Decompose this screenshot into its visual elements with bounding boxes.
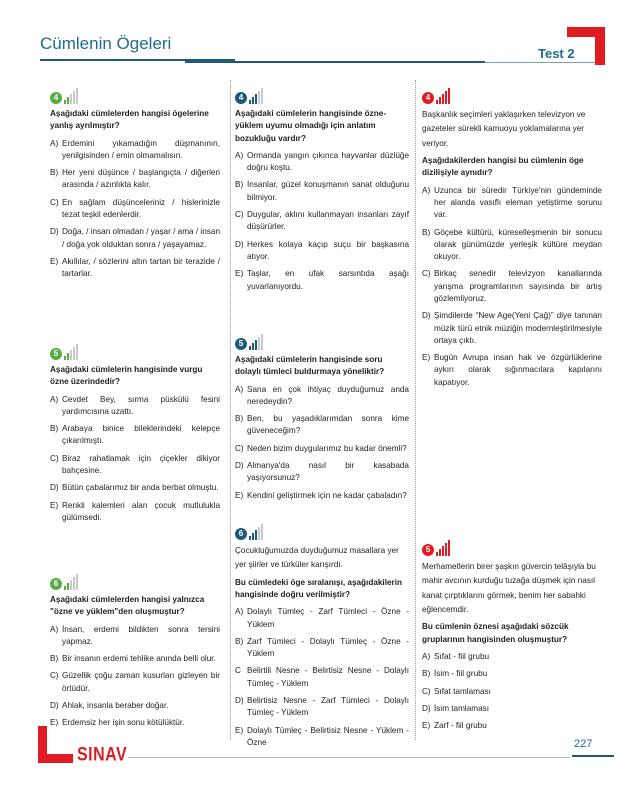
option-letter: C) — [50, 197, 59, 207]
option-text: Renkli kalemleri alan çocuk mutlulukla gülümsedi. — [62, 500, 220, 522]
option-letter: C) — [422, 686, 431, 696]
option-text: Bütün çabalarımız bir anda berbat olmuştu. — [62, 483, 219, 493]
answer-option[interactable] — [235, 665, 409, 690]
option-letter: A) — [235, 150, 244, 160]
page-title: Cümlenin Ögeleri — [40, 34, 172, 53]
option-letter: C) — [235, 443, 244, 453]
answer-option[interactable] — [235, 490, 409, 502]
answer-option[interactable] — [235, 384, 409, 409]
difficulty-bar-icon — [67, 353, 69, 360]
question-passage: Merhametlerin birer şaşkın güvercin telâşıyla bu mahir avcının kurduğu tuzağa düşmek için nasıl kanat çırptıklarını görmek, benim her sabahki eğlencemdir. — [422, 562, 596, 615]
question-number: 6 — [235, 528, 247, 540]
answer-option[interactable] — [235, 413, 409, 438]
question-stem: Aşağıdaki cümlelerden hangisi ögelerine yanlış ayrılmıştır? — [50, 109, 209, 131]
difficulty-bar-icon — [258, 527, 260, 540]
difficulty-bar-icon — [249, 100, 251, 104]
option-text: Bir insanın erdemi tehlike anında belli olur. — [62, 654, 216, 664]
option-text: Doğa, / insan olmadan / yaşar / ama / insan / doğa yok olduktan sonra / yaşayamaz. — [62, 227, 220, 249]
difficulty-badge — [50, 574, 220, 590]
page-number-underline — [572, 755, 614, 757]
option-text: Bugün Avrupa insan hak ve özgürlüklerine aykırı olarak sığınmacılara kapılarını kapatıyor. — [434, 353, 602, 387]
question-stem: Aşağıdakilerden hangisi bu cümlenin öge dizilişiyle aynıdır? — [422, 156, 584, 178]
option-letter: C) — [422, 269, 431, 279]
answer-option[interactable] — [50, 256, 220, 281]
option-text: Belirtili Nesne - Belirtisiz Nesne - Dolaylı Tümleç - Yüklem — [247, 666, 409, 688]
question-number: 6 — [50, 578, 62, 590]
option-letter: D) — [235, 239, 244, 249]
corner-mark-side — [595, 27, 605, 65]
answer-option[interactable] — [235, 150, 409, 175]
answer-option[interactable] — [50, 167, 220, 192]
question-stem: Bu cümlenin öznesi aşağıdaki sözcük gruplarının hangisinden oluşmuştur? — [422, 622, 569, 644]
answer-option[interactable] — [50, 226, 220, 251]
option-text: Herkes kolaya kaçıp suçu bir başkasına atıyor. — [247, 239, 409, 261]
option-text: Arabaya binice bileklerindeki kelepçe çıkarılmıştı. — [62, 424, 220, 446]
difficulty-bar-icon — [70, 94, 72, 104]
difficulty-bar-icon — [64, 356, 66, 360]
question-passage: Başkanlık seçimleri yaklaşırken televizyon ve gazeteler sürekli kamuoyu yoklamalarına yer veriyor. — [422, 110, 586, 148]
option-letter: B) — [50, 424, 59, 434]
answer-option[interactable] — [50, 394, 220, 419]
answer-option[interactable] — [235, 695, 409, 720]
option-text: İnsan, erdemi bildikten sonra tersini yapmaz. — [62, 624, 220, 646]
question-c2-q0 — [422, 88, 602, 394]
answer-option[interactable] — [50, 138, 220, 163]
answer-option[interactable] — [422, 310, 602, 347]
test-label: Test 2 — [538, 46, 575, 61]
option-letter: E) — [422, 721, 431, 731]
option-text: Uzunca bir süredir Türkiye'nin gündeminde her alanda vasıflı eleman yetiştirme sorunu var. — [434, 185, 602, 220]
answer-option[interactable] — [422, 668, 602, 680]
difficulty-bar-icon — [249, 536, 251, 540]
difficulty-bar-icon — [258, 91, 260, 104]
difficulty-bar-icon — [439, 97, 441, 104]
difficulty-bar-icon — [70, 350, 72, 360]
option-letter: E) — [422, 353, 431, 363]
option-letter: C) — [50, 671, 59, 681]
difficulty-bar-icon — [255, 94, 257, 104]
option-letter: D) — [422, 311, 431, 321]
difficulty-badge — [422, 88, 602, 104]
question-c2-q1 — [422, 540, 602, 737]
option-letter: D) — [235, 696, 244, 706]
difficulty-bar-icon — [255, 340, 257, 350]
option-letter: B) — [50, 654, 59, 664]
difficulty-badge — [50, 88, 220, 104]
option-text: Zarf - fiil grubu — [434, 721, 487, 731]
option-text: Belirtisiz Nesne - Zarf Tümleci - Dolaylı Tümleç - Yüklem — [247, 696, 409, 718]
footer-rule — [128, 757, 570, 758]
difficulty-bar-icon — [436, 552, 438, 556]
answer-option[interactable] — [422, 352, 602, 389]
difficulty-bar-icon — [445, 543, 447, 556]
option-text: Cevdet Bey, sırma püskülü fesini yardımcısına uzattı. — [62, 394, 220, 416]
header-rule-thin — [185, 61, 485, 63]
option-text: Göçebe kültürü, küreselleşmenin bir sonucu olarak günümüzde yerleşik kültüre meydan okuyor. — [434, 227, 602, 262]
answer-option[interactable] — [235, 209, 409, 234]
option-letter: A) — [422, 651, 431, 661]
option-letter: C) — [235, 210, 244, 220]
answer-option[interactable] — [422, 227, 602, 264]
difficulty-bar-icon — [73, 91, 75, 104]
option-text: Sıfat tamlaması — [434, 686, 491, 696]
option-letter: D) — [422, 703, 431, 713]
difficulty-bar-icon — [252, 533, 254, 540]
difficulty-bar-icon — [255, 530, 257, 540]
option-text: Akıllılar, / sözlerini altın tartan bir terazide / tartarlar. — [62, 256, 220, 279]
difficulty-bar-icon — [258, 337, 260, 350]
difficulty-bar-icon — [73, 347, 75, 360]
option-letter: C) — [50, 453, 59, 463]
option-text: Ben, bu yaşadıklarımdan sonra kime güveneceğim? — [247, 414, 409, 436]
answer-option[interactable] — [422, 651, 602, 663]
footer-brand-logo: SINAV — [77, 745, 128, 766]
option-text: Neden bizim duygularımız bu kadar önemli? — [247, 443, 407, 453]
question-c0-q0 — [50, 88, 220, 286]
option-text: Şimdilerde “New Age(Yeni Çağ)” diye tanınan müzik türü etnik müziğin modernleştirilmesiyle ortaya çıktı. — [434, 311, 602, 345]
option-letter: B) — [422, 669, 431, 679]
option-letter: E) — [50, 718, 59, 728]
answer-option[interactable] — [50, 700, 220, 712]
option-letter: E) — [235, 269, 244, 279]
question-stem: Aşağıdaki cümlelerin hangisinde soru dolaylı tümleci buldurmaya yöneliktir? — [235, 355, 385, 377]
answer-option[interactable] — [235, 179, 409, 204]
option-text: Taşlar, en ufak sarsıntıda aşağı yuvarlanıyordu. — [247, 269, 409, 291]
page-number: 227 — [574, 738, 593, 750]
difficulty-bar-icon — [249, 346, 251, 350]
question-c0-q2 — [50, 574, 220, 735]
answer-option[interactable] — [50, 624, 220, 649]
answer-option[interactable] — [422, 703, 602, 715]
answer-option[interactable] — [235, 606, 409, 631]
option-text: Sana en çok ihtiyaç duyduğumuz anda neredeydin? — [247, 384, 409, 406]
option-letter: A) — [235, 607, 244, 617]
column-separator — [415, 80, 416, 740]
option-letter: C — [235, 666, 241, 676]
difficulty-bar-icon — [67, 97, 69, 104]
answer-option[interactable] — [235, 725, 409, 750]
difficulty-bar-icon — [442, 546, 444, 556]
option-letter: D) — [50, 483, 59, 493]
difficulty-bar-icon — [76, 88, 78, 104]
answer-option[interactable] — [50, 670, 220, 695]
option-text: Her yeni düşünce / başlangıçta / diğerleri arasında / azınlıkta kalır. — [62, 168, 220, 190]
question-stem: Bu cümledeki öge sıralanışı, aşağıdakilerin hangisinde doğru verilmiştir? — [235, 577, 403, 599]
question-stem: Aşağıdaki cümlelerden hangisi yalnızca "özne ve yüklem"den oluşmuştur? — [50, 595, 205, 617]
answer-option[interactable] — [422, 720, 602, 732]
option-text: Zarf Tümleci - Dolaylı Tümleç - Özne - Yüklem — [247, 636, 409, 659]
answer-option[interactable] — [235, 460, 409, 485]
difficulty-bar-icon — [67, 583, 69, 590]
column-separator — [230, 80, 231, 740]
option-text: Dolaylı Tümleç - Zarf Tümleci - Özne - Yüklem — [247, 607, 409, 629]
question-number: 5 — [422, 544, 434, 556]
question-passage: Çocukluğumuzda duyduğumuz masallara yer yer şiirler ve türküler karışırdı. — [235, 546, 399, 570]
option-letter: B) — [422, 227, 431, 237]
question-stem: Aşağıdaki cümlelerin hangisinde özne-yüklem uyumu olmadığı için anlatım bozukluğu vardır? — [235, 109, 387, 143]
difficulty-bar-icon — [76, 574, 78, 590]
option-text: Güzellik çoğu zaman kusurları gizleyen bir örtüdür. — [62, 671, 220, 693]
option-text: Biraz rahatlamak için çiçekler dikiyor bahçesine. — [62, 453, 220, 476]
difficulty-badge — [235, 334, 409, 350]
answer-option[interactable] — [50, 453, 220, 478]
option-letter: E) — [50, 256, 59, 266]
answer-option[interactable] — [50, 197, 220, 222]
option-text: Ahlak, insanla beraber doğar. — [62, 701, 169, 711]
option-text: Erdemsiz her işin sonu kötülüktür. — [62, 718, 185, 728]
answer-option[interactable] — [235, 268, 409, 293]
answer-option[interactable] — [422, 185, 602, 222]
option-letter: A) — [422, 185, 431, 195]
difficulty-badge — [50, 344, 220, 360]
option-letter: A) — [235, 384, 244, 394]
option-text: İsim tamlaması — [434, 703, 490, 713]
question-c1-q1 — [235, 334, 409, 507]
question-number: 4 — [235, 92, 247, 104]
difficulty-bar-icon — [448, 540, 450, 556]
difficulty-bar-icon — [442, 94, 444, 104]
difficulty-badge — [235, 524, 409, 540]
question-c0-q1 — [50, 344, 220, 529]
difficulty-badge — [235, 88, 409, 104]
option-text: Birkaç senedir televizyon kanallarında yarışma programlarının sayısında bir artış gözlemliyoruz. — [434, 269, 602, 303]
answer-option[interactable] — [50, 482, 220, 494]
difficulty-bar-icon — [70, 580, 72, 590]
difficulty-bar-icon — [261, 334, 263, 350]
answer-option[interactable] — [50, 717, 220, 729]
answer-option[interactable] — [50, 653, 220, 665]
question-number: 5 — [235, 338, 247, 350]
header-rule-right — [485, 62, 602, 63]
option-letter: B) — [235, 636, 244, 646]
option-text: Erdemini yıkamadığın düşmanının, yenilgisinden / emin olmamalısın. — [62, 138, 220, 160]
question-number: 5 — [50, 348, 62, 360]
option-text: Duygular, aklını kullanmayan insanları zayıf düşürürler. — [247, 210, 409, 232]
option-text: En sağlam düşünceleriniz / hislerinizle tezat teşkil edenlerdir. — [62, 197, 220, 220]
answer-option[interactable] — [50, 500, 220, 525]
option-letter: A) — [50, 394, 59, 404]
footer-logo-mark-base — [38, 754, 73, 763]
difficulty-bar-icon — [436, 100, 438, 104]
difficulty-bar-icon — [64, 100, 66, 104]
difficulty-bar-icon — [252, 343, 254, 350]
difficulty-bar-icon — [76, 344, 78, 360]
difficulty-bar-icon — [252, 97, 254, 104]
option-letter: B) — [235, 180, 244, 190]
question-c1-q0 — [235, 88, 409, 298]
difficulty-bar-icon — [73, 577, 75, 590]
difficulty-bar-icon — [448, 88, 450, 104]
answer-option[interactable] — [422, 268, 602, 305]
option-letter: D) — [235, 461, 244, 471]
question-stem: Aşağıdaki cümlelerin hangisinde vurgu özne üzerindedir? — [50, 365, 203, 387]
difficulty-bar-icon — [261, 88, 263, 104]
option-text: Ormanda yangın çıkınca hayvanlar düzlüğe doğru koştu. — [247, 150, 409, 173]
difficulty-bar-icon — [261, 524, 263, 540]
answer-option[interactable] — [50, 423, 220, 448]
option-letter: E) — [235, 725, 244, 735]
answer-option[interactable] — [235, 443, 409, 455]
question-c1-q2 — [235, 524, 409, 754]
option-text: Kendini geliştirmek için ne kadar çabaladın? — [247, 490, 407, 500]
difficulty-bar-icon — [439, 549, 441, 556]
answer-option[interactable] — [235, 636, 409, 661]
question-number: 4 — [50, 92, 62, 104]
option-text: Sıfat - fiil grubu — [434, 651, 490, 661]
option-letter: E) — [235, 490, 244, 500]
option-letter: D) — [50, 227, 59, 237]
answer-option[interactable] — [235, 239, 409, 264]
answer-option[interactable] — [422, 686, 602, 698]
option-text: İsim - fiil grubu — [434, 669, 488, 679]
question-number: 4 — [422, 92, 434, 104]
option-text: İnsanlar, güzel konuşmanın sanat olduğunu bilmiyor. — [247, 180, 409, 202]
option-text: Dolaylı Tümleç - Belirtisiz Nesne - Yüklem - Özne — [247, 725, 409, 747]
option-text: Almanya'da nasıl bir kasabada yaşıyorsunuz? — [247, 461, 409, 483]
option-letter: E) — [50, 500, 59, 510]
option-letter: A) — [50, 138, 59, 148]
difficulty-bar-icon — [445, 91, 447, 104]
difficulty-badge — [422, 540, 602, 556]
option-letter: B) — [50, 168, 59, 178]
option-letter: A) — [50, 624, 59, 634]
option-letter: D) — [50, 701, 59, 711]
difficulty-bar-icon — [64, 586, 66, 590]
option-letter: B) — [235, 414, 244, 424]
